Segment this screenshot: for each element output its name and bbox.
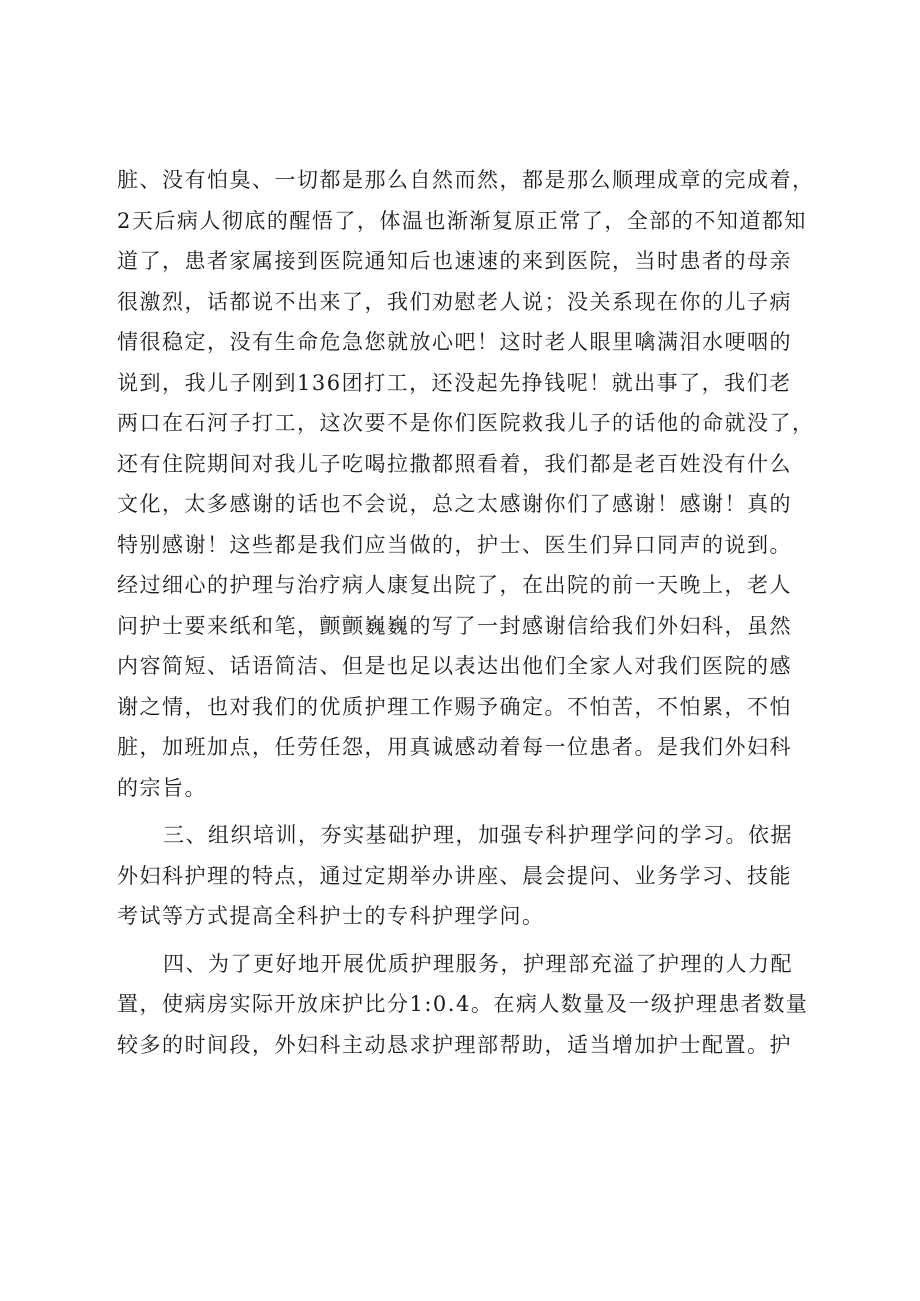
text-line: 内容简短、话语简洁、但是也足以表达出他们全家人对我们医院的感 [117,654,792,678]
text-line: 道了，患者家属接到医院通知后也速速的来到医院，当时患者的母亲 [117,249,792,273]
text-line: 文化，太多感谢的话也不会说，总之太感谢你们了感谢！感谢！真的 [117,492,792,516]
text-line: 四、为了更好地开展优质护理服务，护理部充溢了护理的人力配 [163,951,793,976]
text-line: 说到，我儿子刚到136团打工，还没起先挣钱呢！就出事了，我们老 [117,370,792,395]
paragraph-3 [117,944,817,1066]
text-line: 的宗旨。 [117,775,207,800]
text-line: 还有住院期间对我儿子吃喝拉撒都照看着，我们都是老百姓没有什么 [117,451,792,476]
document-body [117,160,817,1065]
text-line: 较多的时间段，外妇科主动恳求护理部帮助，适当增加护士配置。护 [117,1032,792,1057]
text-line: 2天后病人彻底的醒悟了，体温也渐渐复原正常了，全部的不知道都知 [117,208,807,233]
text-line: 问护士要来纸和笔，颤颤巍巍的写了一封感谢信给我们外妇科，虽然 [117,613,792,638]
text-line: 经过细心的护理与治疗病人康复出院了，在出院的前一天晚上，老人 [117,573,792,597]
text-line: 两口在石河子打工，这次要不是你们医院救我儿子的话他的命就没了， [117,411,815,435]
text-line: 脏，加班加点，任劳任怨，用真诚感动着每一位患者。是我们外妇科 [117,735,792,759]
text-line: 置，使病房实际开放床护比分1:0.4。在病人数量及一级护理患者数量 [117,992,809,1016]
text-line: 考试等方式提高全科护士的专科护理学问。 [117,904,545,928]
paragraph-1 [117,160,817,808]
text-line: 脏、没有怕臭、一切都是那么自然而然，都是那么顺理成章的完成着， [117,168,815,192]
text-line: 情很稳定，没有生命危急您就放心吧！这时老人眼里噙满泪水哽咽的 [117,330,792,354]
text-line: 特别感谢！这些都是我们应当做的，护士、医生们异口同声的说到。 [117,532,792,557]
text-line: 三、组织培训，夯实基础护理，加强专科护理学问的学习。依据 [163,823,793,847]
text-line: 很激烈，话都说不出来了，我们劝慰老人说；没关系现在你的儿子病 [117,289,792,314]
text-line: 外妇科护理的特点，通过定期举办讲座、晨会提问、业务学习、技能 [117,863,792,888]
text-line: 谢之情，也对我们的优质护理工作赐予确定。不怕苦，不怕累，不怕 [117,694,792,719]
paragraph-2 [117,815,817,937]
